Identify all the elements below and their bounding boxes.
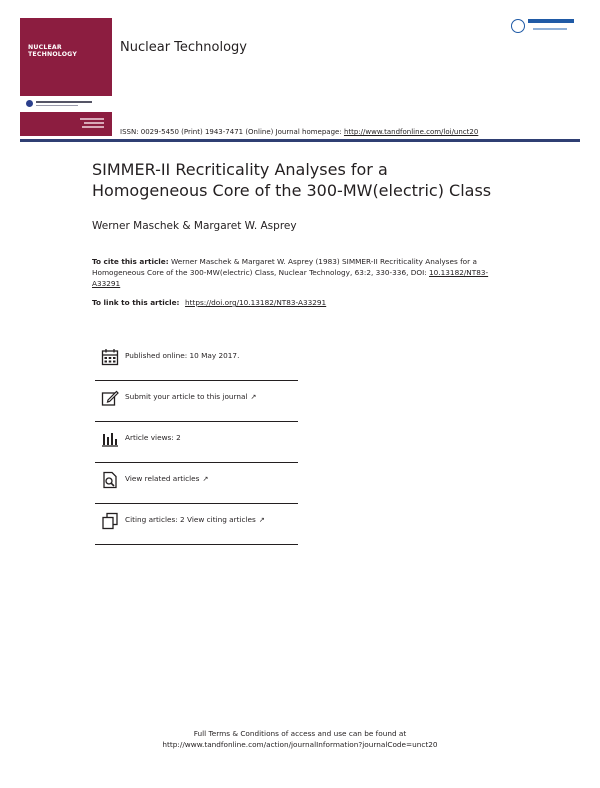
related-articles-row[interactable] [95, 463, 298, 504]
journal-title: Nuclear Technology [120, 40, 247, 55]
cover-detail-bar [80, 118, 104, 120]
citing-articles-row[interactable] [95, 504, 298, 545]
journal-homepage-link[interactable]: http://www.tandfonline.com/loi/unct20 [343, 128, 479, 136]
external-link-icon: ↗ [258, 516, 265, 524]
cover-detail-bar [82, 126, 104, 128]
document-search-icon [101, 471, 119, 489]
publisher-circle-icon [511, 19, 525, 33]
publisher-wordmark-bar [528, 18, 574, 25]
cover-title [28, 44, 108, 58]
journal-cover-image [20, 18, 112, 136]
pencil-edit-icon [101, 389, 119, 407]
cover-band [20, 96, 112, 112]
article-views-text: Article views: 2 [125, 433, 181, 442]
published-online-text: Published online: 10 May 2017. [125, 351, 240, 360]
issn-text: ISSN: 0029-5450 (Print) 1943-7471 (Online) Journal homepage: [120, 128, 344, 136]
header-rule [20, 139, 580, 142]
citation-doi-link[interactable]: 10.13182/NT83-A33291 [92, 268, 489, 288]
cover-logo-subtext-bar [36, 105, 78, 106]
cover-title-line1: NUCLEAR [28, 44, 62, 51]
published-online-row [95, 340, 298, 381]
cover-detail-bar [84, 122, 104, 124]
issn-line [120, 128, 478, 136]
cover-logo-text-bar [36, 101, 92, 103]
footer-terms-text: Full Terms & Conditions of access and use can be found at [193, 729, 407, 738]
footer-terms-link[interactable]: http://www.tandfonline.com/action/journalInformation?journalCode=unct20 [162, 740, 438, 749]
external-link-icon: ↗ [202, 475, 209, 483]
article-views-row [95, 422, 298, 463]
citing-articles-link[interactable] [125, 515, 265, 524]
article-title-line2: Homogeneous Core of the 300-MW(electric) Class [92, 181, 492, 200]
article-authors: Werner Maschek & Margaret W. Asprey [92, 220, 297, 232]
related-articles-link[interactable] [125, 474, 208, 483]
submit-article-link[interactable] [125, 392, 256, 401]
bar-chart-icon [101, 430, 119, 448]
article-link-line [92, 298, 326, 307]
submit-article-text: Submit your article to this journal [125, 392, 248, 401]
calendar-icon [101, 348, 119, 366]
article-title-line1: SIMMER-II Recriticality Analyses for a [92, 160, 388, 179]
article-link-label: To link to this article: [92, 298, 183, 307]
publisher-tagline-bar [533, 26, 567, 31]
copy-documents-icon [101, 512, 119, 530]
citation-label: To cite this article: [92, 257, 169, 266]
taylor-francis-logo-icon [511, 17, 581, 39]
footer [0, 728, 600, 750]
article-title [92, 159, 552, 201]
article-info-box [95, 340, 298, 545]
cover-publisher-icon [26, 100, 33, 107]
citing-articles-text: Citing articles: 2 View citing articles [125, 515, 256, 524]
submit-article-row[interactable] [95, 381, 298, 422]
citation-block [92, 256, 512, 289]
external-link-icon: ↗ [250, 393, 257, 401]
related-articles-text: View related articles [125, 474, 200, 483]
citation-text: Werner Maschek & Margaret W. Asprey (1983) SIMMER-II Recriticality Analyses for a Homogeneous Core of the 300-MW(electric) Class, Nuclear Technology, 63:2, 330-336, DOI: [92, 257, 477, 277]
article-doi-link[interactable]: https://doi.org/10.13182/NT83-A33291 [185, 298, 327, 307]
cover-title-line2: TECHNOLOGY [28, 51, 78, 58]
